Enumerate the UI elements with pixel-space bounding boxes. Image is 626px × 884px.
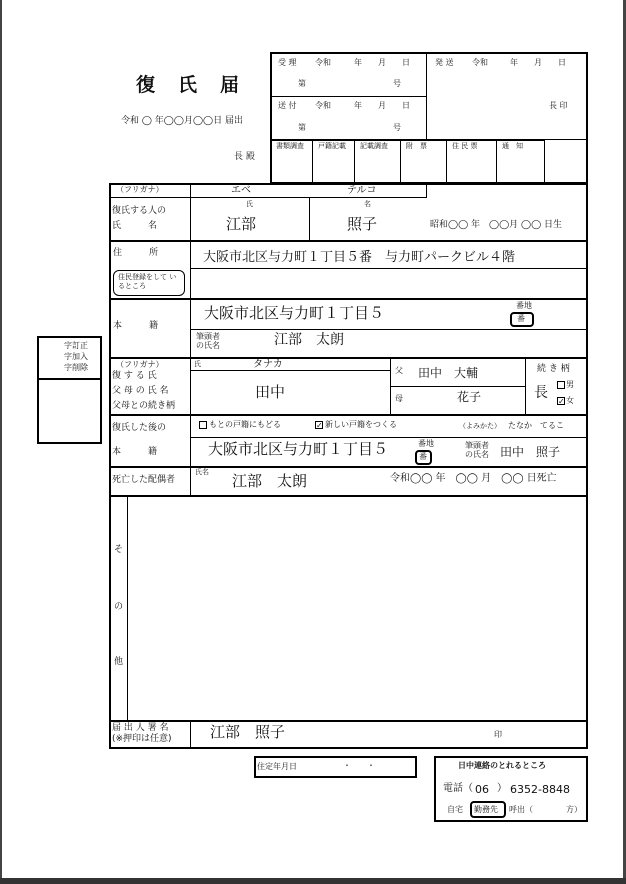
other-char-1: そ — [114, 545, 124, 555]
addressee: 長 殿 — [234, 152, 255, 162]
office-check-label: 住 民 票 — [452, 142, 478, 150]
mother-label: 母 — [395, 394, 403, 403]
name-split-line — [309, 197, 310, 240]
parents-label-4: 父母との続き柄 — [112, 401, 176, 411]
row-line-parents-mid — [390, 386, 525, 387]
relation-label: 続 き 柄 — [537, 364, 570, 374]
name-birth-split — [426, 183, 427, 198]
parents-label-1: （フリガナ） — [116, 360, 164, 369]
parents-split-2 — [525, 359, 526, 415]
male-checkbox[interactable] — [557, 381, 565, 389]
row-line-other — [109, 720, 588, 722]
spouse-sub: 氏名 — [195, 468, 209, 476]
restored-value: 大阪市北区与力町１丁目５ — [208, 440, 389, 458]
original-register-checkbox[interactable] — [199, 421, 207, 429]
spouse-name: 江部 太朗 — [232, 472, 308, 490]
dispatch-date: 年 月 日 — [510, 58, 566, 67]
kana-surname: エベ — [231, 185, 251, 196]
spouse-death: 令和◯◯ 年 ◯◯ 月 ◯◯ 日死亡 — [390, 473, 557, 484]
office-check-label: 戸籍記載 — [318, 142, 346, 150]
other-char-3: 他 — [114, 657, 124, 667]
reading-value: たなか てるこ — [508, 421, 564, 430]
seal-label: 長 印 — [549, 101, 568, 110]
send-era: 令和 — [315, 101, 331, 110]
dispatch-era: 令和 — [472, 58, 488, 67]
home-option[interactable]: 自宅 — [447, 805, 463, 814]
correction-2: 字加入 — [64, 352, 88, 361]
page-bottom-border — [0, 878, 626, 884]
address-note: 住民登録をして いるところ — [113, 270, 185, 296]
surname: 江部 — [226, 215, 257, 233]
recv-era: 令和 — [315, 58, 331, 67]
label-column-divider-2 — [190, 720, 191, 749]
sub-surname: 氏 — [246, 200, 253, 208]
send-no-prefix: 第 — [298, 123, 306, 132]
restored-head-label: 筆頭者 の氏名 — [465, 441, 489, 459]
mother-name: 花子 — [457, 390, 482, 404]
signature-label-1: 届 出 人 署 名 — [112, 723, 169, 733]
male-label: 男 — [566, 380, 574, 389]
row-line-parents — [109, 414, 588, 416]
restored-banchi: 番地 — [418, 439, 434, 448]
phone-number: 6352-8848 — [510, 783, 570, 796]
female-label: 女 — [566, 396, 574, 405]
other-char-2: の — [114, 602, 124, 612]
submission-date: 令和 ◯ 年◯◯月◯◯日 届出 — [121, 116, 243, 126]
correction-divider — [37, 378, 102, 380]
birth-date: 昭和◯◯ 年 ◯◯月 ◯◯ 日生 — [430, 220, 563, 230]
name-label-2: 氏 名 — [112, 221, 158, 231]
father-label: 父 — [395, 366, 403, 375]
given-name: 照子 — [347, 215, 378, 233]
scheduled-label: 住定年月日 — [257, 762, 297, 771]
dispatch-label: 発 送 — [435, 58, 454, 67]
row-line-domicile-mid — [190, 329, 588, 330]
signature-name: 江部 照子 — [210, 723, 286, 741]
phone-label: 電話（ — [443, 783, 473, 794]
sub-given: 名 — [364, 200, 371, 208]
kana-given: テルコ — [347, 185, 377, 196]
form-title: 復 氏 届 — [136, 74, 242, 96]
row-line-restored — [109, 466, 588, 468]
row-line-address — [109, 298, 588, 300]
parents-sub-shi: 氏 — [194, 360, 201, 368]
row-line-parents-furi — [190, 370, 390, 371]
recv-no-suffix: 号 — [393, 79, 401, 88]
parents-split-1 — [390, 359, 391, 415]
correction-3: 字削除 — [64, 363, 88, 372]
domicile-ban: 番 — [517, 314, 525, 323]
recv-label: 受 理 — [278, 58, 297, 67]
row-line-spouse — [109, 495, 588, 497]
other-notes-area[interactable] — [129, 498, 586, 718]
office-check-label: 通 知 — [502, 142, 523, 150]
parents-kana: タナカ — [253, 359, 283, 370]
restored-head-name: 田中 照子 — [500, 445, 561, 459]
restored-ban: 番 — [419, 452, 427, 461]
recv-no-prefix: 第 — [298, 79, 306, 88]
call-label: 呼出（ — [509, 805, 533, 814]
row-line-furigana — [109, 197, 427, 198]
domicile-head-label: 筆頭者 の氏名 — [196, 332, 220, 350]
phone-area: 06 — [475, 783, 489, 796]
domicile-label: 本 籍 — [113, 321, 159, 331]
phone-close: ） — [497, 783, 507, 794]
office-check-label: 附 票 — [406, 142, 427, 150]
seal-mark: 印 — [494, 730, 502, 739]
female-checkbox[interactable]: ✓ — [558, 397, 565, 406]
reading-label: （よみかた） — [459, 422, 501, 430]
office-check-label: 書類調査 — [276, 142, 304, 150]
address-label: 住 所 — [113, 248, 159, 258]
office-check-label: 記載調査 — [360, 142, 388, 150]
send-no-suffix: 号 — [393, 123, 401, 132]
father-name: 田中 大輔 — [418, 366, 479, 380]
furigana-label: （フリガナ） — [116, 185, 164, 194]
office-divider-h1 — [270, 96, 427, 97]
domicile-value: 大阪市北区与力町１丁目５ — [204, 304, 385, 322]
domicile-head-name: 江部 太朗 — [274, 332, 344, 348]
signature-label-2: (※押印は任意) — [112, 734, 172, 744]
work-option[interactable]: 勤務先 — [474, 805, 498, 814]
scheduled-value: ・ ・ — [343, 761, 375, 770]
restored-label-2: 本 籍 — [112, 447, 158, 457]
original-register-label: もとの戸籍にもどる — [209, 420, 281, 429]
relation-value: 長 — [534, 385, 548, 401]
other-split — [127, 496, 128, 720]
domicile-banchi: 番地 — [516, 301, 532, 310]
row-line-domicile — [109, 357, 588, 359]
spouse-label: 死亡した配偶者 — [112, 475, 176, 485]
contact-title: 日中連絡のとれるところ — [458, 761, 546, 770]
parents-label-2: 復 す る 氏 — [112, 371, 157, 381]
parents-surname: 田中 — [255, 383, 286, 401]
restored-label-1: 復氏した後の — [112, 423, 167, 433]
call-suffix: 方） — [566, 805, 582, 814]
name-label-1: 復氏する人の — [112, 206, 167, 216]
recv-date: 年 月 日 — [354, 58, 410, 67]
parents-label-3: 父 母 の 氏 名 — [112, 386, 169, 396]
send-date: 年 月 日 — [354, 101, 410, 110]
new-register-label: 新しい戸籍をつくる — [325, 420, 397, 429]
row-line-name — [109, 240, 588, 242]
address-value: 大阪市北区与力町１丁目５番 与力町パークビル４階 — [203, 250, 516, 265]
send-label: 送 付 — [278, 101, 297, 110]
row-line-address-mid — [190, 268, 588, 269]
correction-1: 字訂正 — [64, 341, 88, 350]
row-line-restored-mid — [190, 437, 588, 438]
new-register-checkbox[interactable]: ✓ — [316, 421, 323, 430]
page-left-border — [0, 0, 2, 884]
label-column-divider — [190, 183, 191, 496]
